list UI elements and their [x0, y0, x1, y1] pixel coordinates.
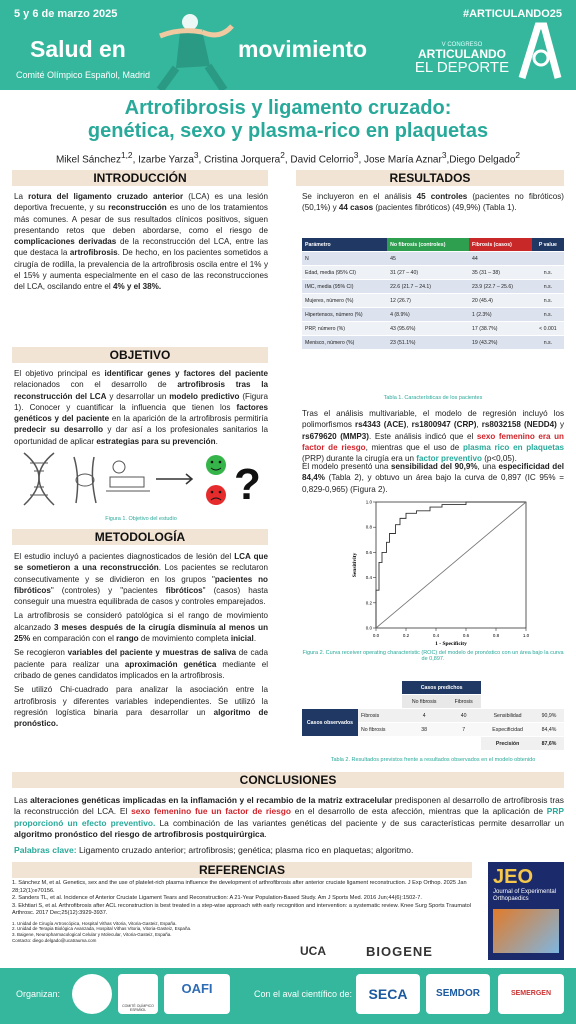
reference-item: 2. Sanders TL, et al. Incidence of Anterior Cruciate Ligament Tears and Reconstruction: A 21-Year Population-Based Study. Am J Sports Med. 2016 Jun;44(6):1502-7. [12, 895, 422, 901]
table1-cell: n.s. [532, 308, 564, 322]
table1-header: Fibrosis (casos) [469, 238, 532, 252]
table1-cell: 19 (43.2%) [469, 336, 532, 350]
table2-row [302, 709, 564, 723]
table1-cell: 1 (2.3%) [469, 308, 532, 322]
table2-cell: 40 [446, 709, 481, 723]
table1-cell: 44 [469, 252, 532, 266]
table1-cell: 17 (38.7%) [469, 322, 532, 336]
x-tick-label: 0.4 [432, 633, 440, 638]
coe-logo: COMITÉ OLÍMPICO ESPAÑOL [118, 974, 158, 1014]
table1-cell: PRP, número (%) [302, 322, 387, 336]
congress-logo-text [414, 42, 510, 76]
aval-label: Con el aval científico de: [254, 989, 353, 999]
section-header-intro: INTRODUCCIÓN [12, 170, 268, 186]
sad-face-icon [206, 485, 226, 505]
table1-cell: 31 (27 – 40) [387, 266, 469, 280]
table1-cell: IMC, media (95% CI) [302, 280, 387, 294]
table1-cell: n.s. [532, 266, 564, 280]
table1-cell: < 0.001 [532, 322, 564, 336]
congress-edition: V CONGRESO [441, 42, 483, 48]
metodologia-text: El estudio incluyó a pacientes diagnosticados de lesión del LCA que se sometieron a una reconstrucción. Los pacientes se reclutaron consecutivamente y se dividieron en los grupos "pacientes no fibróticos" (controles) y "pacientes fibróticos" (casos) hasta conseguir una muestra equilibrada de casos y controles emparejados. La artrofibrosis se consideró patológica si el rango de movimiento alcanzado 3 meses después de la cirugía disminuía al menos un 25% en comparación con el rango de movimiento completa inicial. Se recogieron variables del paciente y muestras de saliva de cada paciente para realizar una aproximación genética mediante el cribado de genes candidatos implicados en la artrofibrosis. Se utilizó Chi-cuadrado para analizar la asociación entre la artrofibrosis y diferentes variables independientes. Se utilizó la regresión logística binaria para desarrollar un algoritmo de pronóstico. [14, 552, 269, 729]
table2-cell: 38 [402, 723, 446, 737]
question-mark-icon: ? [234, 460, 261, 509]
table2-predicted-vs-observed [302, 681, 564, 751]
table1-cell: n.s. [532, 336, 564, 350]
table1-cell: 22.6 (21.7 – 24.1) [387, 280, 469, 294]
table2-col-header: No fibrosis [402, 695, 446, 709]
table1-row [302, 322, 564, 336]
poster-title [0, 97, 576, 143]
contact-email: Contacto: diego.delgado@ucatrauma.com [12, 937, 97, 943]
keywords-text: Ligamento cruzado anterior; artrofibrosis; genética; plasma rico en plaquetas; algoritmo. [78, 845, 414, 855]
keywords [14, 845, 564, 856]
reference-diagonal [376, 502, 526, 628]
objetivo-text: El objetivo principal es identificar genes y factores del paciente relacionados con el desarrollo de artrofibrosis tras la reconstrucción del LCA y desarrollar un modelo predictivo (Figura 1). Conocer y cuantificar la influencia que tienen los factores genéticos y del paciente en la aparición de la artrofibrosis permitiría predecir su desarrollo y dar así a los profesionales sanitarios la oportunidad de aplicar estrategias para su prevención. [14, 369, 269, 446]
dna-icon [24, 453, 54, 505]
table2-cell: 90,9% [534, 709, 564, 723]
table1-cell: 4 (8.9%) [387, 308, 469, 322]
table1-row [302, 252, 564, 266]
y-tick-label: 0.2 [365, 600, 372, 606]
hashtag: #ARTICULANDO25 [462, 8, 562, 20]
y-tick-label: 0.0 [365, 625, 372, 631]
arrow-icon [156, 474, 192, 484]
table1-cell: n.s. [532, 280, 564, 294]
section-header-metodologia: METODOLOGÍA [12, 529, 268, 545]
table1-cell: 12 (26.7) [387, 294, 469, 308]
table1-row [302, 336, 564, 350]
table2-pred-header: Casos predichos [402, 681, 481, 695]
figure1-illustration [14, 447, 274, 513]
keywords-label: Palabras clave: [14, 845, 77, 855]
table1-cell: N [302, 252, 387, 266]
resultados-model: El modelo presentó una sensibilidad del 90,9%, una especificidad del 84,4% (Tabla 2), y obtuvo un área bajo la curva de 0,897 (IC 95% = 0,829-0,965) (Figura 2). [302, 462, 564, 494]
reference-item: 1. Sánchez M, et al. Genetics, sex and the use of platelet-rich plasma influence the development of arthrofibrosis after anterior cruciate ligament reconstruction. J Exp Orthop. 2025 Jan 28;12(1):e70156. [12, 880, 467, 894]
table2-cell: 7 [446, 723, 481, 737]
table1-patient-characteristics [302, 238, 564, 350]
references-block [12, 880, 472, 944]
biogene-logo: BIOGENE [366, 944, 433, 959]
table1-header: Parámetro [302, 238, 387, 252]
table1-cell: Hipertensos, número (%) [302, 308, 387, 322]
y-axis-label: Sensitivity [352, 552, 358, 578]
table2-cell: Especificidad [481, 723, 534, 737]
x-axis-label: 1 - Specificity [435, 641, 467, 647]
journal-cover [488, 862, 564, 960]
table2-col-header: Fibrosis [446, 695, 481, 709]
roc-chart [346, 496, 546, 648]
poster-title-line1: Artrofibrosis y ligamento cruzado: [124, 97, 452, 119]
table2-cell: 4 [402, 709, 446, 723]
conclusiones-text: Las alteraciones genéticas implicadas en la inflamación y el recambio de la matriz extracelular predisponen al desarrollo de artrofibrosis tras la reconstrucción del LCA. El sexo femenino fue un factor de riesgo en el desarrollo de esta afección, mientras que la aplicación de PRP proporcionó un efecto preventivo. La combinación de las variantes genéticas del paciente y de sus características permite desarrollar un algoritmo pronóstico del riesgo de artrofibrosis postquirúrgica. [14, 795, 565, 840]
x-tick-label: 0.6 [462, 633, 470, 638]
x-tick-label: 0.0 [372, 633, 380, 638]
authors: Mikel Sánchez$^{1,2}$, Izarbe Yarza$^3$, Cristina Jorquera$^2$, David Celorrio$^3$, Jose María Aznar$^3$,Diego Delgado$^2$ [55, 150, 521, 166]
intro-text: La rotura del ligamento cruzado anterior (LCA) es una lesión deportiva frecuente, y su reconstrucción es uno de los tratamientos más comunes. A pesar de sus resultados clínicos positivos, siguen presentando retos que deben abordarse, como el riesgo de complicaciones derivadas de la reconstrucción del LCA, entre las que destaca la artrofibrosis. De hecho, en los pacientes sometidos a cirugía de rodilla, la prevalencia de la artrofibrosis oscila entre el 1% y el 15% y aumenta especialmente en el caso de las reconstrucciones del LCA, oscilando entre el 4% y el 38%. [14, 192, 268, 292]
header-title-left: Salud en [30, 36, 126, 62]
event-date: 5 y 6 de marzo 2025 [14, 8, 118, 20]
affiliation-item: 3. Baigene, Neuropharmacological Celular y Molecular, Vitoria-Gasteiz, España. [12, 932, 172, 938]
table1-cell: 23 (51.1%) [387, 336, 469, 350]
oafi-logo: OAFI [164, 974, 230, 1014]
table2-cell: 84,4% [534, 723, 564, 737]
table1-cell: n.s. [532, 294, 564, 308]
semdor-logo: SEMDOR [426, 974, 490, 1014]
congress-name-a: ARTICULANDO [418, 47, 506, 61]
figure2-caption: Figura 2. Curva receiver operating characteristic (ROC) del modelo de pronóstico con un área bajo la curva de 0,897. [302, 650, 564, 662]
table2-precision-value: 87,6% [534, 737, 564, 751]
header-title-right: movimiento [238, 36, 368, 62]
table2-cell: Sensibilidad [481, 709, 534, 723]
table1-row [302, 294, 564, 308]
resultados-intro: Se incluyeron en el análisis 45 controles (pacientes no fibróticos) (50,1%) y 44 casos (pacientes fibróticos) (49,9%) (Tabla 1). [302, 192, 564, 213]
table2-cell: No fibrosis [358, 723, 402, 737]
table2-caption: Tabla 2. Resultados previstos frente a resultados observados en el modelo obtenido [330, 757, 536, 763]
y-tick-label: 0.4 [365, 575, 372, 581]
x-tick-label: 1.0 [522, 633, 530, 638]
congress-a-logo [516, 20, 562, 82]
organizan-label: Organizan: [16, 989, 61, 999]
poster-title-line2: genética, sexo y plasma-rico en plaquetas [87, 120, 489, 142]
resultados-multivariable: Tras el análisis multivariable, el modelo de regresión incluyó los polimorfismos rs4343 (ACE), rs1800947 (CRP), rs8032158 (NEDD4) y rs679620 (MMP3). Este análisis indicó que el sexo femenino era un factor de riesgo, mientras que el uso de plasma rico en plaquetas (PRP) durante la cirugía era un factor preventivo (p<0,05). [302, 409, 564, 464]
event-organizer: Comité Olímpico Español, Madrid [16, 70, 151, 80]
table1-header: No fibrosis (controles) [387, 238, 469, 252]
table2-row [302, 681, 564, 695]
table2-row [302, 695, 564, 709]
organizer-logo-1 [72, 974, 112, 1014]
section-header-objetivo: OBJETIVO [12, 347, 268, 363]
table1-caption: Tabla 1. Características de los pacientes [383, 395, 483, 401]
figure1-caption: Figura 1. Objetivo del estudio [105, 516, 177, 522]
athlete-illustration [140, 6, 236, 90]
knee-icon [74, 457, 96, 503]
patient-icon [106, 461, 150, 491]
semergen-logo: SEMERGEN [498, 974, 564, 1014]
table1-cell: 45 [387, 252, 469, 266]
table1-cell: Menisco, número (%) [302, 336, 387, 350]
table2-row-group: Casos observados [302, 709, 358, 737]
table1-row [302, 266, 564, 280]
table1-row [302, 280, 564, 294]
section-header-conclusiones: CONCLUSIONES [12, 772, 564, 788]
table2-precision-label: Precisión [481, 737, 534, 751]
journal-abbr: JEO [493, 866, 534, 888]
y-tick-label: 0.8 [365, 524, 372, 530]
section-header-resultados: RESULTADOS [296, 170, 564, 186]
table1-cell: Edad, media (95% CI) [302, 266, 387, 280]
poster-header [0, 0, 576, 90]
seca-logo: SECA [356, 974, 420, 1014]
footer [0, 968, 576, 1024]
table2-row [302, 737, 564, 751]
section-header-referencias: REFERENCIAS [12, 862, 472, 878]
table1-header: P value [532, 238, 564, 252]
table1-row [302, 308, 564, 322]
y-tick-label: 1.0 [365, 499, 372, 505]
table1-header-row [302, 238, 564, 252]
table1-cell [532, 252, 564, 266]
table1-cell: 43 (95.6%) [387, 322, 469, 336]
table2-cell: Fibrosis [358, 709, 402, 723]
happy-face-icon [206, 455, 226, 475]
table1-cell: 35 (31 – 38) [469, 266, 532, 280]
reference-item: 3. Ekhtiari S, et al. Arthrofibrosis after ACL reconstruction is best treated in a step-wise approach with early recognition and intervention: a systematic review. Knee Surg Sports Traumatol Arthrosc. 2017 Dec;25(12):3929-3937. [12, 902, 472, 916]
affiliation-item: 2. Unidad de Terapia Biológica Avanzada, Hospital Vithas Vitoria, Vitoria-Gasteiz, España. [12, 926, 192, 932]
journal-name: Journal of Experimental Orthopaedics [493, 889, 557, 902]
uca-logo: UCA [300, 944, 326, 958]
affiliation-item: 1. Unidad de Cirugía Artroscópica, Hospital Vithas Vitoria, Vitoria-Gasteiz, España. [12, 920, 177, 926]
congress-name-b: EL DEPORTE [414, 59, 510, 76]
x-tick-label: 0.8 [492, 633, 500, 638]
table1-cell: Mujeres, número (%) [302, 294, 387, 308]
table1-cell: 23.9 (22.7 – 25.6) [469, 280, 532, 294]
y-tick-label: 0.6 [365, 549, 372, 555]
x-tick-label: 0.2 [402, 633, 410, 638]
table1-cell: 20 (45.4) [469, 294, 532, 308]
